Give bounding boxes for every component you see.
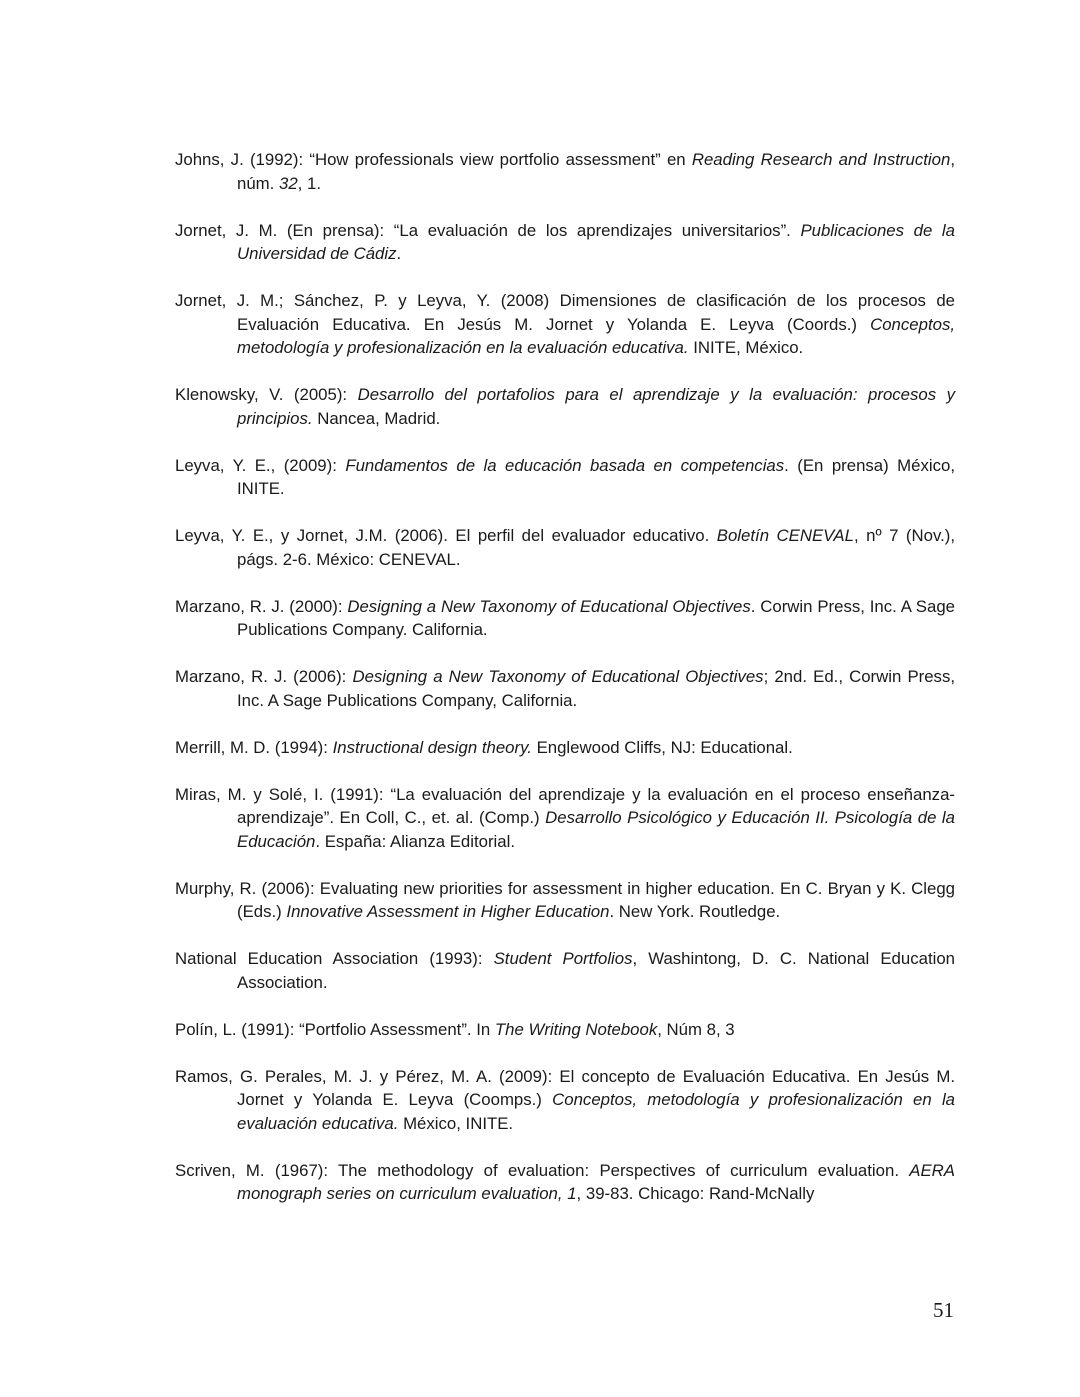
reference-text: . (En prensa) México, INITE. [237,455,955,498]
reference-italic-text: Designing a New Taxonomy of Educational Objectives [347,596,751,616]
reference-text: Ramos, G. Perales, M. J. y Pérez, M. A. (2009): El concepto de Evaluación Educativa. En Jesús M. Jornet y Yolanda E. Leyva (Coomps.) [175,1066,955,1109]
reference-text: , Núm 8, 3 [657,1019,735,1039]
reference-text: INITE, México. [688,338,804,357]
reference-entry [175,783,955,854]
reference-text: , 39-83. Chicago: Rand-McNally [576,1184,815,1203]
reference-entry [175,877,955,924]
reference-italic-text: The Writing Notebook [494,1019,658,1039]
page-number: 51 [933,1298,954,1322]
reference-text: Klenowsky, V. (2005): [175,385,358,404]
reference-italic-text: Conceptos, metodología y profesionalización en la evaluación educativa. [237,1090,956,1133]
reference-text: National Education Association (1993): [175,949,494,968]
reference-text: Johns, J. (1992): “How professionals view portfolio assessment” en [175,150,692,169]
reference-entry [175,454,955,501]
reference-text: Nancea, Madrid. [312,408,441,428]
reference-italic-text: Desarrollo Psicológico y Educación II. Psicología de la Educación [237,808,955,851]
reference-entry [175,947,955,994]
reference-italic-text: Designing a New Taxonomy of Educational Objectives [352,667,764,686]
reference-entry [175,289,955,360]
reference-text: . New York. Routledge. [609,902,781,921]
reference-entry [175,219,955,266]
reference-text: Marzano, R. J. (2006): [175,667,353,686]
reference-text: , 1. [297,173,321,193]
reference-italic-text: Instructional design theory. [332,737,532,757]
reference-text: , Washintong, D. C. National Education Association. [237,949,956,992]
reference-text: . Corwin Press, Inc. A Sage Publications Company. California. [237,596,955,639]
reference-italic-text: Fundamentos de la educación basada en competencias [345,455,785,475]
reference-italic-text: Publicaciones de la Universidad de Cádiz [237,220,955,263]
reference-text: , núm. [237,150,955,193]
reference-italic-text: AERA monograph series on curriculum evaluation, 1 [237,1160,955,1203]
reference-text: Englewood Cliffs, NJ: Educational. [531,737,793,757]
reference-entry [175,1065,955,1136]
reference-text: . [396,244,402,263]
reference-text: Polín, L. (1991): “Portfolio Assessment”. In [175,1019,495,1039]
reference-text: México, INITE. [398,1113,514,1133]
reference-text: Leyva, Y. E., (2009): [175,455,346,475]
reference-entry [175,148,955,195]
reference-text: , nº 7 (Nov.), págs. 2-6. México: CENEVAL. [237,526,956,569]
reference-entry [175,595,955,642]
reference-entry [175,736,955,760]
reference-text: Leyva, Y. E., y Jornet, J.M. (2006). El perfil del evaluador educativo. [175,526,717,545]
reference-entry [175,1018,955,1042]
reference-text: Jornet, J. M. (En prensa): “La evaluación de los aprendizajes universitarios”. [175,220,801,240]
reference-text: ; 2nd. Ed., Corwin Press, Inc. A Sage Publications Company, California. [237,667,955,710]
reference-text: Miras, M. y Solé, I. (1991): “La evaluación del aprendizaje y la evaluación en el proceso enseñanza-aprendizaje”. En Coll, C., et. al. (Comp.) [175,784,955,827]
reference-italic-text: Boletín CENEVAL [716,526,854,545]
reference-text: Marzano, R. J. (2000): [175,596,348,616]
reference-italic-text: Student Portfolios [493,949,633,968]
reference-text: Scriven, M. (1967): The methodology of evaluation: Perspectives of curriculum evaluation. [175,1160,910,1180]
reference-entry [175,383,955,430]
reference-italic-text: Reading Research and Instruction [691,150,951,169]
reference-text: . España: Alianza Editorial. [315,831,516,851]
reference-entry [175,524,955,571]
reference-text: Jornet, J. M.; Sánchez, P. y Leyva, Y. (2008) Dimensiones de clasificación de los procesos de Evaluación Educativa. En Jesús M. Jornet y Yolanda E. Leyva (Coords.) [175,291,955,334]
reference-text: Murphy, R. (2006): Evaluating new priorities for assessment in higher education. En C. Bryan y K. Clegg (Eds.) [175,878,955,921]
reference-entry [175,665,955,712]
reference-text: Merrill, M. D. (1994): [175,737,333,757]
reference-entry [175,1159,955,1206]
reference-list [175,148,955,1229]
reference-italic-text: 32 [278,173,298,193]
reference-italic-text: Desarrollo del portafolios para el aprendizaje y la evaluación: procesos y principios. [237,385,955,428]
reference-italic-text: Conceptos, metodología y profesionalización en la evaluación educativa. [237,314,955,357]
reference-italic-text: Innovative Assessment in Higher Education [286,902,610,921]
